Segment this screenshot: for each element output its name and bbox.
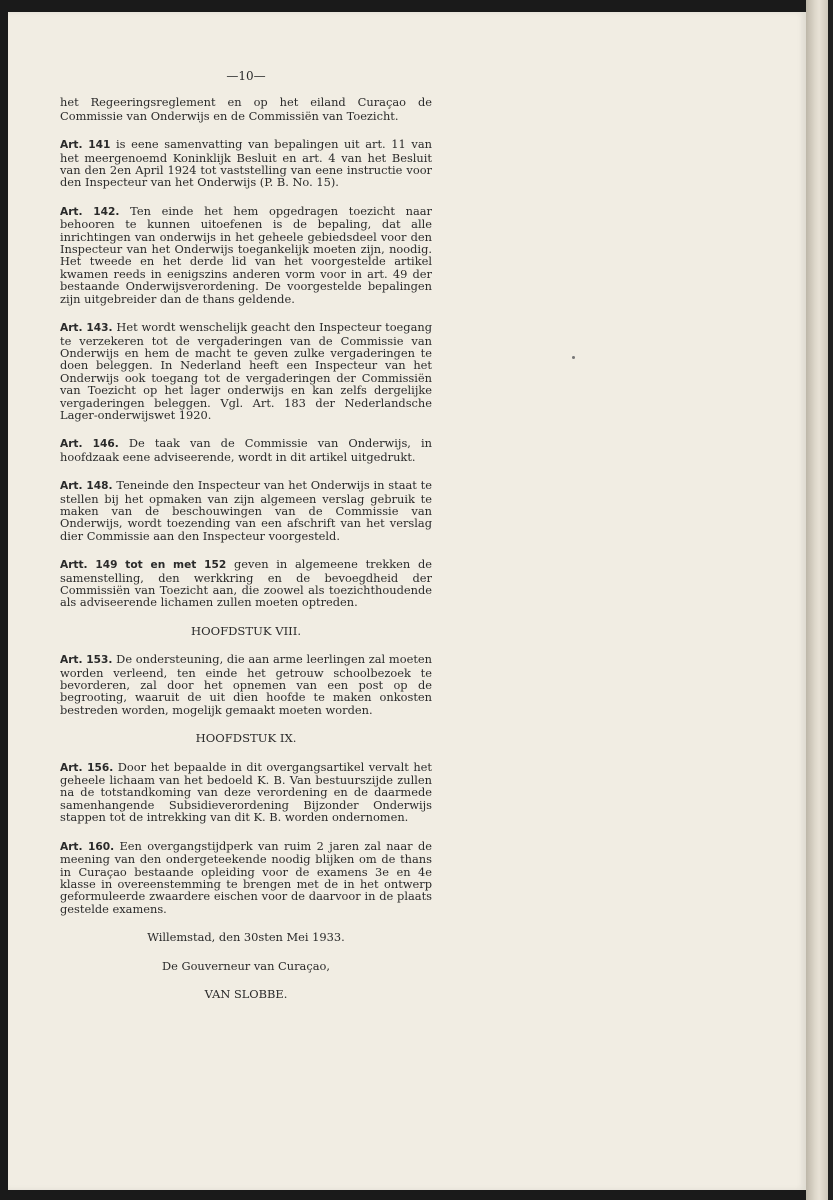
paragraph-art-143: Art. 143. Het wordt wenschelijk geacht den Inspecteur toegang te verzekeren tot de vergaderingen van de Commissie van Onderwijs en hem de macht te geven zulke vergaderingen te doen beleggen. In Nederland heeft een Inspecteur van het Onderwijs ook toegang tot de vergaderingen der Commissiën van Toezicht op het lager onderwijs en kan zelfs dergelijke vergaderingen beleggen. Vgl. Art. 183 der Nederlandsche Lager-onderwijswet 1920. [60, 320, 432, 422]
paragraph-art-160: Art. 160. Een overgangstijdperk van ruim 2 jaren zal naar de meening van den ondergeteekende noodig blijken om de thans in Curaçao bestaande opleiding voor de examens 3e en 4e klasse in overeenstemming te brengen met de in het ontwerp geformuleerde zwaardere eischen voor de daarvoor in de plaats gestelde examens. [60, 838, 432, 916]
chapter-heading-8: HOOFDSTUK VIII. [190, 623, 302, 638]
paragraph-art-156: Art. 156. Door het bepaalde in dit overgangsartikel vervalt het geheele lichaam van het bedoeld K. B. Van bestuurszijde zullen na de totstandkoming van deze verordening en de daarmede samenhangende Subsidieverordening Bijzonder Onderwijs stappen tot de intrekking van dit K. B. worden ondernomen. [60, 759, 432, 825]
paragraph-art-148: Art. 148. Teneinde den Inspecteur van het Onderwijs in staat te stellen bij het opmaken van zijn algemeen verslag gebruik te maken van de beschouwingen van de Commissie van Onderwijs, wordt toezending van een afschrift van het verslag dier Commissie aan den Inspecteur voorgesteld. [60, 478, 432, 543]
signature-name: VAN SLOBBE. [204, 986, 288, 1001]
scan-edge [828, 0, 833, 1200]
paragraph-art-146: Art. 146. De taak van de Commissie van Onderwijs, in hoofdzaak eene adviseerende, wordt in dit artikel uitgedrukt. [60, 436, 432, 464]
speck-mark [572, 356, 575, 359]
paragraph-art-153: Art. 153. De ondersteuning, die aan arme leerlingen zal moeten worden verleend, ten einde het getrouw schoolbezoek te bevorderen, zal door het opnemen van een post op de begrooting, waaruit de uit dien hoofde te maken onkosten bestreden worden, mogelijk gemaakt moeten worden. [60, 652, 432, 717]
paragraph-art-141: Art. 141 is eene samenvatting van bepalingen uit art. 11 van het meergenoemd Koninklijk Besluit en art. 4 van het Besluit van den 2en April 1924 tot vaststelling van eene instructie voor den Inspecteur van het Onderwijs (P. B. No. 15). [60, 137, 432, 190]
page-text [60, 70, 432, 1016]
paragraph-intro: het Regeeringsreglement en op het eiland Curaçao de Commissie van Onderwijs en de Commissiën van Toezicht. [60, 95, 432, 123]
signature-title: De Gouverneur van Curaçao, [161, 958, 330, 973]
paragraph-artt-149-152: Artt. 149 tot en met 152 geven in algemeene trekken de samenstelling, den werkkring en de bevoegdheid der Commissiën van Toezicht aan, die zoowel als toezichthoudende als adviseerende lichamen zullen moeten optreden. [60, 557, 432, 610]
paragraph-art-142: Art. 142. Ten einde het hem opgedragen toezicht naar behooren te kunnen uitoefenen is de bepaling, dat alle inrichtingen van onderwijs in het geheele gebiedsdeel voor den Inspecteur van het Onderwijs toegankelijk moeten zijn, noodig. Het tweede en het derde lid van het voorgestelde artikel kwamen reeds in eenigszins anderen vorm voor in art. 49 der bestaande Onderwijsverordening. De voorgestelde bepalingen zijn uitgebreider dan de thans geldende. [60, 203, 432, 306]
signature-place-date: Willemstad, den 30sten Mei 1933. [147, 930, 345, 945]
page-number: —10— [226, 69, 266, 83]
chapter-heading-9: HOOFDSTUK IX. [195, 731, 297, 746]
book-spine [806, 0, 828, 1200]
